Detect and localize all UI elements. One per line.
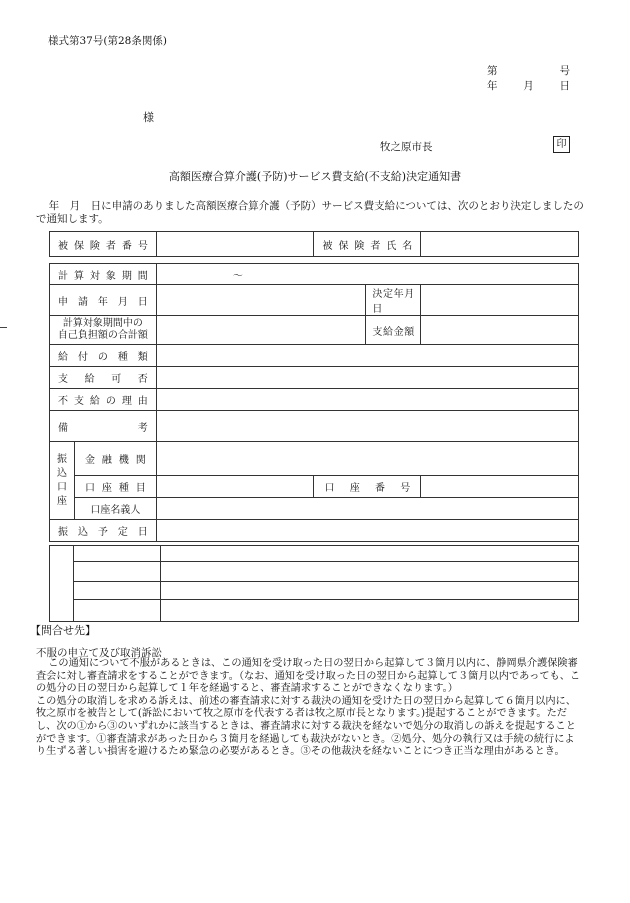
copay-total-line1: 計算対象期間中の bbox=[62, 318, 143, 329]
period-value[interactable] bbox=[156, 264, 578, 285]
intro-text bbox=[36, 200, 584, 226]
date-year: 年 bbox=[487, 80, 498, 92]
transfer-date-label: 振込予定日 bbox=[50, 520, 157, 542]
benefit-type-label: 給付の種類 bbox=[50, 345, 157, 367]
account-type-label: 口座種目 bbox=[74, 476, 156, 498]
account-type-value[interactable] bbox=[156, 476, 314, 498]
copay-total-value[interactable] bbox=[156, 316, 366, 345]
application-date-value[interactable] bbox=[156, 285, 366, 316]
blank-grid-cell[interactable] bbox=[160, 546, 578, 562]
financial-institution-value[interactable] bbox=[156, 442, 578, 476]
decision-table bbox=[49, 263, 579, 542]
blank-grid-cell[interactable] bbox=[73, 546, 160, 562]
account-number-label: 口座番号 bbox=[314, 476, 421, 498]
copay-total-line2: 自己負担額の合計額 bbox=[57, 330, 148, 341]
nonpayment-reason-value[interactable] bbox=[156, 389, 578, 411]
financial-institution-label: 金融機関 bbox=[74, 442, 156, 476]
blank-grid-cell[interactable] bbox=[160, 582, 578, 600]
objection-paragraph-1: この通知について不服があるときは、この通知を受け取った日の翌日から起算して３箇月以内に、静岡県介護保険審査会に対し審査請求をすることができます。（なお、通知を受け取った日の翌日から起算して３箇月以内であっても、この処分の日の翌日から起算して１年を経過すると、審査請求することができなくなります。） bbox=[36, 658, 581, 695]
seal-mark: 印 bbox=[553, 136, 570, 153]
insured-name-value[interactable] bbox=[421, 232, 579, 257]
document-date bbox=[487, 78, 570, 93]
application-date-label: 申請年月日 bbox=[50, 285, 157, 316]
nonpayment-reason-label: 不支給の理由 bbox=[50, 389, 157, 411]
date-month: 月 bbox=[523, 80, 534, 92]
decision-date-value[interactable] bbox=[421, 285, 579, 316]
doc-number-prefix: 第 bbox=[487, 65, 498, 77]
payment-decision-label: 支給可否 bbox=[50, 367, 157, 389]
period-label: 計算対象期間 bbox=[50, 264, 157, 285]
intro-paragraph: 年 月 日に申請のありました高額医療合算介護（予防）サービス費支給については、次のとおり決定しましたので通知します。 bbox=[36, 200, 584, 225]
blank-grid-table bbox=[49, 545, 579, 622]
blank-grid-side-cell bbox=[50, 546, 74, 622]
doc-number-suffix: 号 bbox=[559, 65, 570, 77]
insured-name-label: 被保険者氏名 bbox=[314, 232, 421, 257]
date-day: 日 bbox=[559, 80, 570, 92]
punch-mark bbox=[0, 327, 7, 328]
payment-amount-value[interactable] bbox=[421, 316, 579, 345]
payment-amount-label: 支給金額 bbox=[366, 316, 421, 345]
remarks-value[interactable] bbox=[156, 411, 578, 442]
transfer-char-3: 口 bbox=[56, 481, 67, 493]
remarks-label: 備考 bbox=[50, 411, 157, 442]
account-holder-value[interactable] bbox=[156, 498, 578, 520]
transfer-char-1: 振 bbox=[56, 453, 67, 465]
document-number bbox=[487, 63, 570, 78]
copay-total-label bbox=[50, 316, 157, 345]
objection-title: 不服の申立て及び取消訴訟 bbox=[36, 647, 162, 659]
transfer-char-4: 座 bbox=[56, 495, 67, 507]
period-separator: ～ bbox=[232, 270, 243, 282]
blank-grid-cell[interactable] bbox=[73, 562, 160, 582]
payment-decision-value[interactable] bbox=[156, 367, 578, 389]
account-holder-label: 口座名義人 bbox=[74, 498, 156, 520]
transfer-char-2: 込 bbox=[56, 467, 67, 479]
blank-grid-cell[interactable] bbox=[73, 600, 160, 622]
transfer-account-label bbox=[50, 442, 75, 520]
issuer: 牧之原市長 bbox=[380, 141, 433, 153]
decision-date-label: 決定年月日 bbox=[366, 285, 421, 316]
contact-heading: 【問合せ先】 bbox=[30, 624, 96, 637]
page-title: 高額医療合算介護(予防)サービス費支給(不支給)決定通知書 bbox=[168, 170, 462, 183]
objection-paragraph-2: この処分の取消しを求める訴えは、前述の審査請求に対する裁決の通知を受けた日の翌日から起算して６箇月以内に、牧之原市を被告として(訴訟において牧之原市を代表する者は牧之原市長となります。)提起することができます。ただし、次の①から③のいずれかに該当するときは、審査請求に対する裁決を経ないで処分の取消しの訴えを提起することができます。①審査請求があった日から３箇月を経過しても裁決がないとき。②処分、処分の執行又は手続の続行により生ずる著しい損害を避けるため緊急の必要があるとき。③その他裁決を経ないことにつき正当な理由があるとき。 bbox=[36, 695, 576, 758]
blank-grid-cell[interactable] bbox=[160, 562, 578, 582]
form-id: 様式第37号(第28条関係) bbox=[48, 35, 167, 47]
objection-body bbox=[36, 658, 584, 759]
insured-table bbox=[49, 231, 579, 257]
account-number-value[interactable] bbox=[421, 476, 579, 498]
benefit-type-value[interactable] bbox=[156, 345, 578, 367]
blank-grid-cell[interactable] bbox=[73, 582, 160, 600]
insured-number-value[interactable] bbox=[156, 232, 314, 257]
blank-grid-cell[interactable] bbox=[160, 600, 578, 622]
addressee-suffix: 様 bbox=[143, 111, 154, 124]
transfer-date-value[interactable] bbox=[156, 520, 578, 542]
insured-number-label: 被保険者番号 bbox=[50, 232, 157, 257]
